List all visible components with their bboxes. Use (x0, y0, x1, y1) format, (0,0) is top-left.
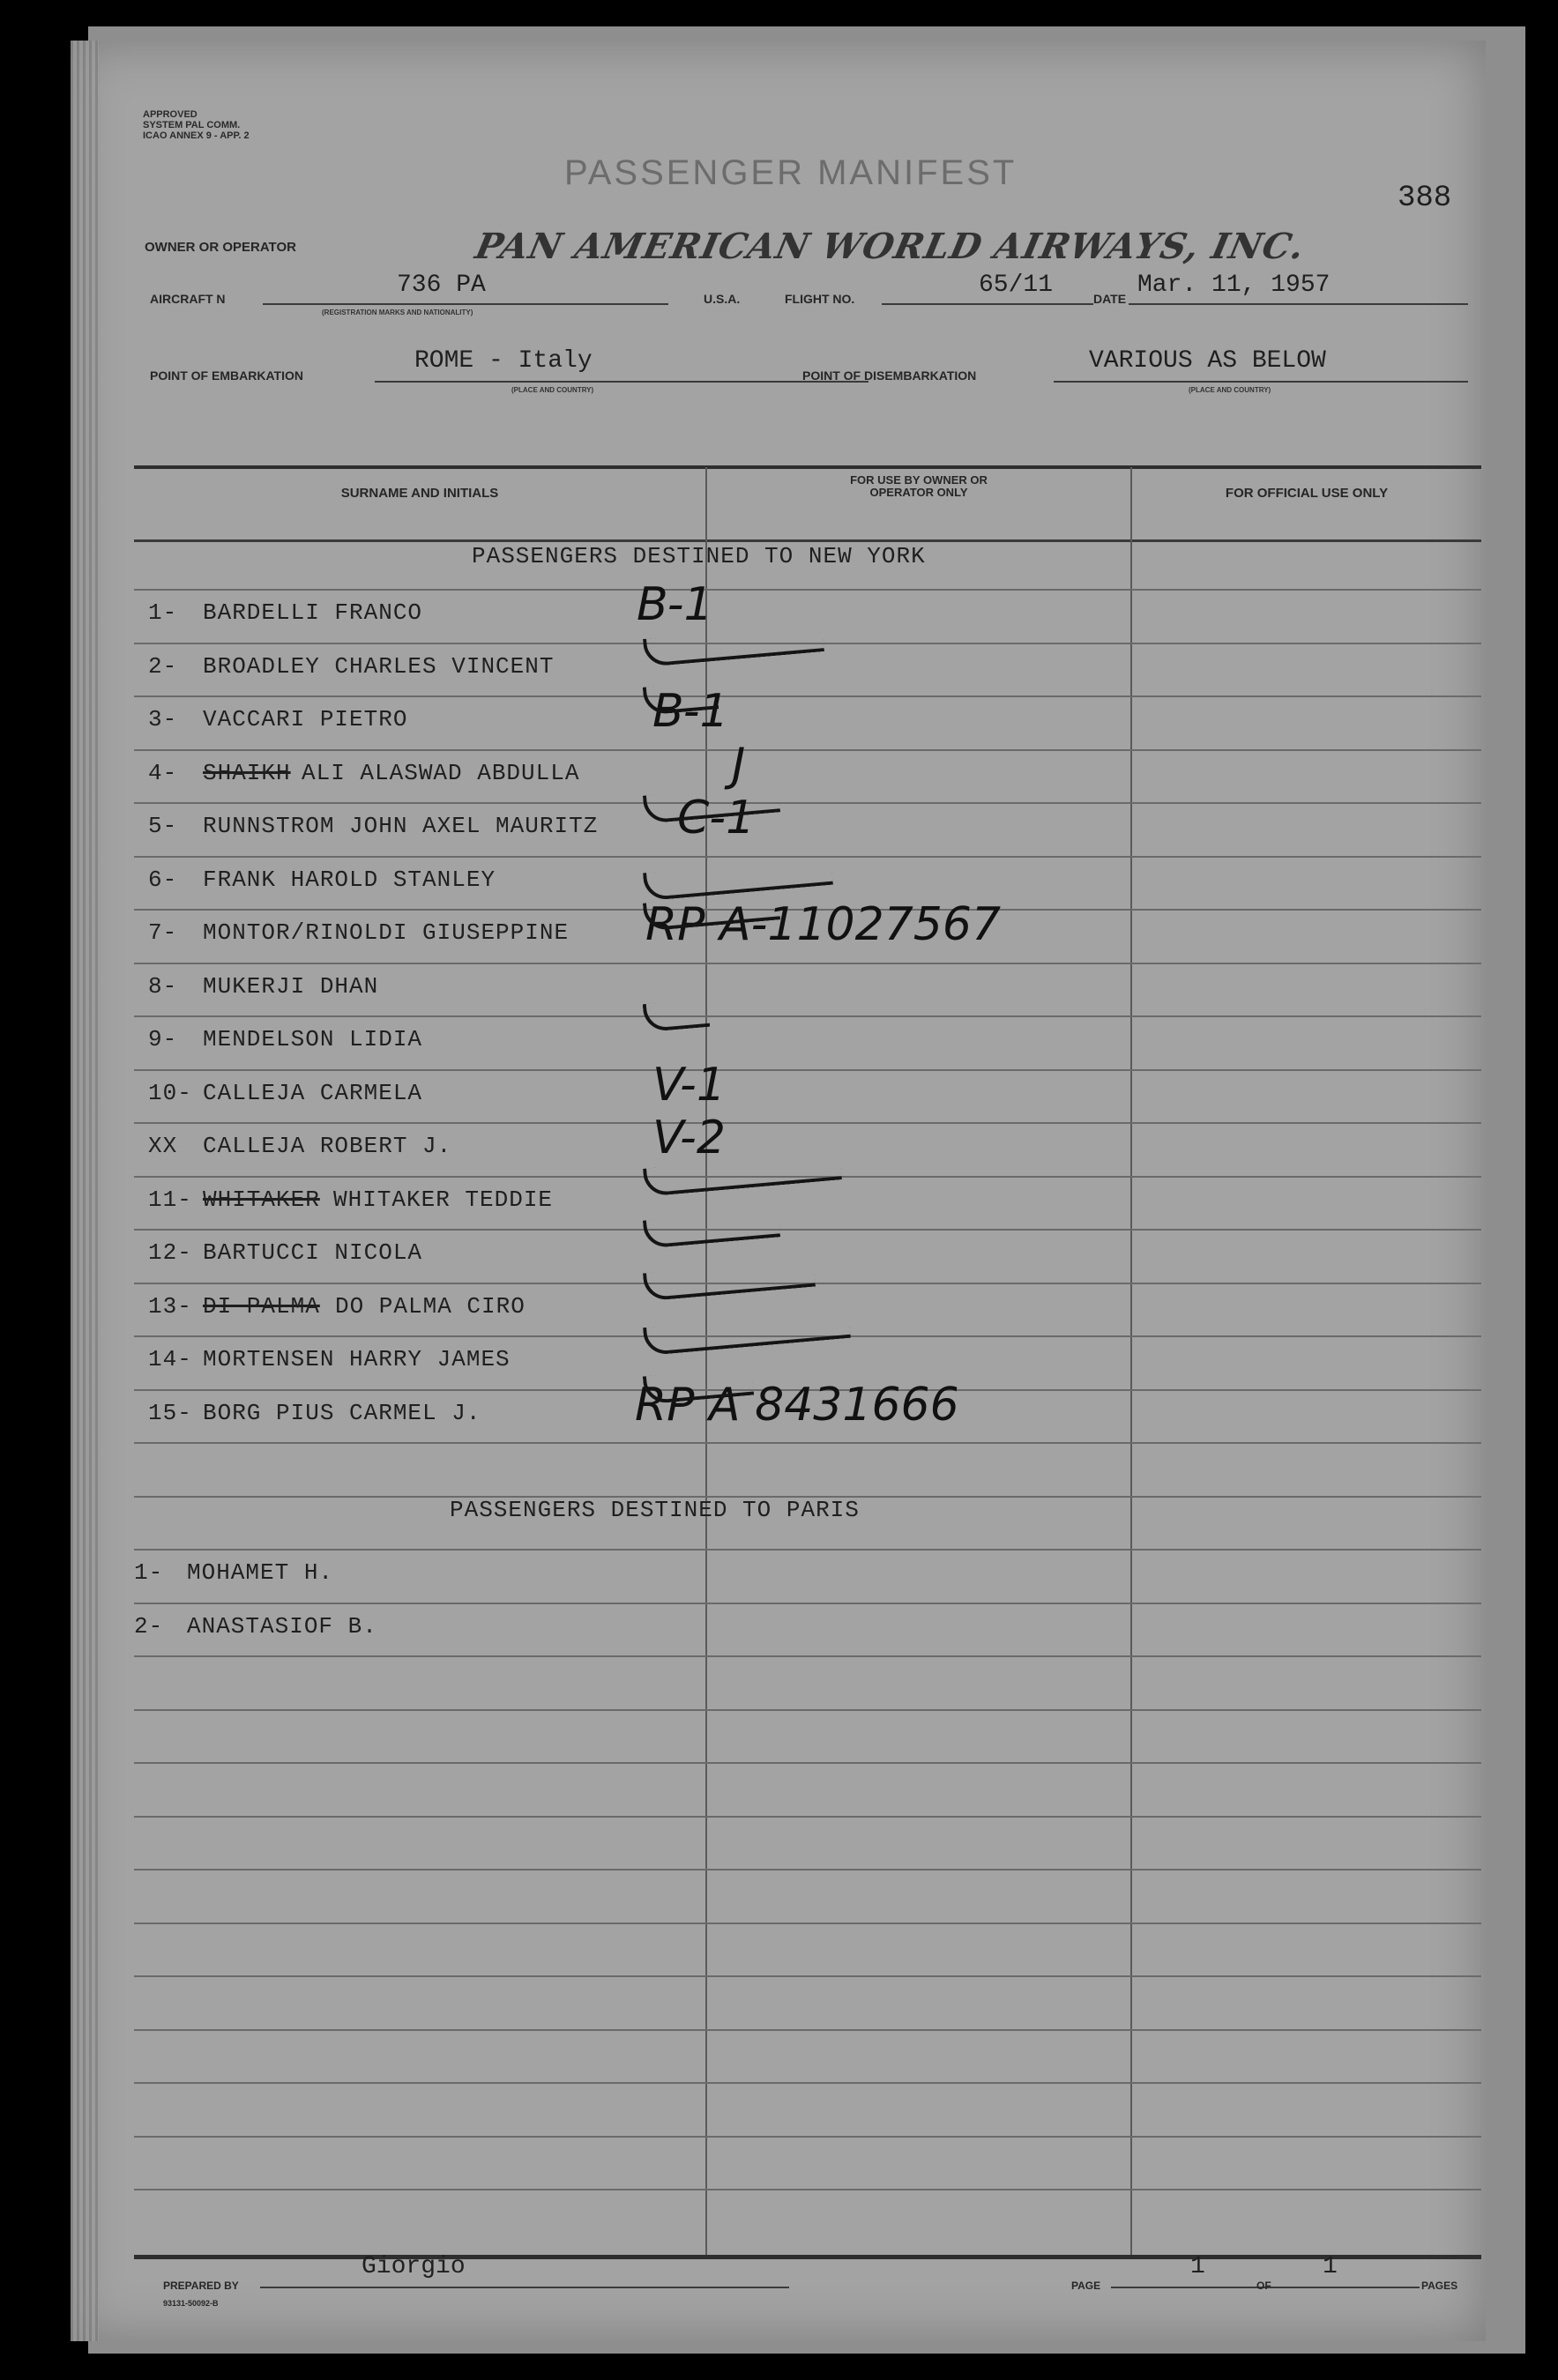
approval-line: SYSTEM PAL COMM. (143, 120, 241, 130)
owner-label: OWNER OR OPERATOR (145, 240, 296, 255)
flight-label: FLIGHT NO. (785, 292, 855, 306)
col-surname-header: SURNAME AND INITIALS (340, 486, 499, 501)
passenger-name: WHITAKER TEDDIE (333, 1186, 554, 1213)
passenger-name: RUNNSTROM JOHN AXEL MAURITZ (203, 813, 599, 839)
table-bottom-rule (134, 2255, 1481, 2259)
handwritten-mark: B-1 (652, 685, 729, 738)
passenger-name: MENDELSON LIDIA (203, 1026, 423, 1052)
prepared-by-label: PREPARED BY (163, 2280, 239, 2292)
struck-text: DI PALMA (203, 1292, 320, 1320)
handwritten-mark: RP A-11027567 (645, 898, 1002, 951)
of-label: OF (1256, 2280, 1271, 2292)
ruled-line (134, 1709, 1481, 1711)
ruled-line (134, 1069, 1481, 1071)
passenger-name: CALLEJA ROBERT J. (203, 1133, 452, 1159)
disembark-rule (1054, 381, 1468, 383)
row-number: 14- (148, 1346, 192, 1372)
prepared-by-value: Giorgio (362, 2253, 466, 2280)
ruled-line (134, 1603, 1481, 1604)
aircraft-value: 736 PA (397, 271, 486, 299)
table-top-rule (134, 465, 1481, 469)
ruled-line (134, 1975, 1481, 1977)
section-paris: PASSENGERS DESTINED TO PARIS (450, 1497, 860, 1523)
row-number: 8- (148, 972, 178, 1000)
passenger-name: FRANK HAROLD STANLEY (203, 866, 496, 893)
page-value: 1 (1190, 2253, 1205, 2280)
passenger-name: BARDELLI FRANCO (203, 599, 423, 626)
flight-rule (882, 303, 1093, 305)
passenger-name: ANASTASIOF B. (187, 1612, 377, 1640)
nationality-label: U.S.A. (704, 292, 741, 306)
check-mark (643, 784, 780, 823)
row-number: 12- (148, 1239, 192, 1266)
row-number: 1- (134, 1559, 164, 1586)
embark-label: POINT OF EMBARKATION (150, 368, 303, 383)
row-number: 2- (134, 1612, 164, 1640)
passenger-name: BORG PIUS CARMEL J. (203, 1399, 481, 1426)
ruled-line (134, 2189, 1481, 2190)
ruled-line (134, 1655, 1481, 1657)
passenger-name: ALI ALASWAD ABDULLA (302, 759, 580, 786)
ruled-line (134, 1229, 1481, 1231)
page-label: PAGE (1071, 2280, 1101, 2292)
row-number: XX (148, 1133, 178, 1159)
pages-label: PAGES (1421, 2280, 1458, 2292)
section-new-york: PASSENGERS DESTINED TO NEW YORK (472, 543, 926, 569)
struck-text: SHAIKH (203, 759, 291, 786)
check-mark (643, 1310, 851, 1356)
passenger-name: MORTENSEN HARRY JAMES (203, 1346, 511, 1372)
row-number: 7- (148, 919, 178, 946)
ruled-line (134, 1442, 1481, 1444)
row-number: 5- (148, 813, 178, 839)
passenger-name: MOHAMET H. (187, 1559, 334, 1586)
col-official-header: FOR OFFICIAL USE ONLY (1225, 486, 1389, 501)
approval-line: APPROVED (143, 109, 198, 120)
passenger-name: MUKERJI DHAN (203, 972, 379, 1000)
handwritten-mark: C-1 (677, 792, 756, 844)
ruled-line (134, 1816, 1481, 1818)
handwritten-mark: B-1 (637, 578, 713, 631)
row-number: 13- (148, 1292, 192, 1320)
passenger-name: DO PALMA CIRO (335, 1292, 526, 1320)
ruled-line (134, 1549, 1481, 1551)
table-header-rule (134, 539, 1481, 542)
ruled-line (134, 749, 1481, 751)
form-code: 93131-50092-B (163, 2299, 219, 2308)
row-number: 3- (148, 706, 178, 733)
passenger-name: BROADLEY CHARLES VINCENT (203, 652, 555, 680)
ruled-line (134, 1869, 1481, 1871)
disembark-value: VARIOUS AS BELOW (1089, 347, 1326, 375)
row-number: 15- (148, 1399, 192, 1426)
check-mark (643, 1209, 780, 1248)
prepared-by-rule (260, 2287, 789, 2288)
row-number: 6- (148, 866, 178, 893)
of-value: 1 (1323, 2253, 1338, 2280)
passenger-name: VACCARI PIETRO (203, 706, 408, 733)
ruled-line (134, 2082, 1481, 2084)
handwritten-mark: RP A 8431666 (635, 1378, 959, 1432)
of-rule (1278, 2287, 1420, 2288)
row-number: 9- (148, 1026, 178, 1052)
date-value: Mar. 11, 1957 (1137, 271, 1331, 299)
passenger-name: MONTOR/RINOLDI GIUSEPPINE (203, 919, 570, 946)
handwritten-mark: V-2 (652, 1112, 726, 1164)
row-number: 1- (148, 599, 178, 626)
col-owner-header: FOR USE BY OWNER OR OPERATOR ONLY (850, 473, 988, 499)
embark-rule (375, 381, 868, 383)
ruled-line (134, 802, 1481, 804)
ruled-line (134, 1122, 1481, 1124)
aircraft-sublabel: (REGISTRATION MARKS AND NATIONALITY) (322, 309, 473, 316)
passenger-name: BARTUCCI NICOLA (203, 1239, 423, 1266)
column-divider (1130, 467, 1132, 2258)
ruled-line (134, 856, 1481, 858)
disembark-sublabel: (PLACE AND COUNTRY) (1189, 386, 1271, 394)
check-mark (643, 1259, 816, 1302)
ruled-line (134, 2136, 1481, 2138)
ruled-line (134, 695, 1481, 697)
embark-sublabel: (PLACE AND COUNTRY) (511, 386, 594, 394)
check-mark (643, 999, 711, 1032)
ruled-line (134, 1923, 1481, 1924)
handwritten-mark: J (732, 738, 746, 792)
row-number: 4- (148, 759, 178, 786)
ruled-line (134, 589, 1481, 591)
form-title: PASSENGER MANIFEST (564, 153, 1018, 192)
passenger-name: CALLEJA CARMELA (203, 1079, 423, 1106)
approval-line: ICAO ANNEX 9 - APP. 2 (143, 130, 250, 141)
owner-value: PAN AMERICAN WORLD AIRWAYS, INC. (472, 226, 1309, 267)
handwritten-mark: V-1 (652, 1058, 726, 1112)
struck-text: WHITAKER (203, 1186, 320, 1213)
manifest-page (71, 41, 1486, 2341)
page-number: 388 (1398, 182, 1452, 215)
disembark-label: POINT OF DISEMBARKATION (802, 368, 977, 383)
aircraft-label: AIRCRAFT N (150, 292, 226, 306)
ruled-line (134, 2029, 1481, 2031)
ruled-line (134, 963, 1481, 964)
approval-stamp (143, 109, 250, 141)
date-label: DATE (1093, 292, 1127, 306)
aircraft-rule (263, 303, 668, 305)
row-number: 10- (148, 1079, 192, 1106)
ruled-line (134, 1762, 1481, 1764)
row-number: 2- (148, 652, 178, 680)
flight-value: 65/11 (979, 271, 1054, 299)
date-rule (1129, 303, 1468, 305)
row-number: 11- (148, 1186, 192, 1213)
ruled-line (134, 1015, 1481, 1017)
binding-edge (71, 41, 99, 2341)
embark-value: ROME - Italy (414, 347, 593, 375)
